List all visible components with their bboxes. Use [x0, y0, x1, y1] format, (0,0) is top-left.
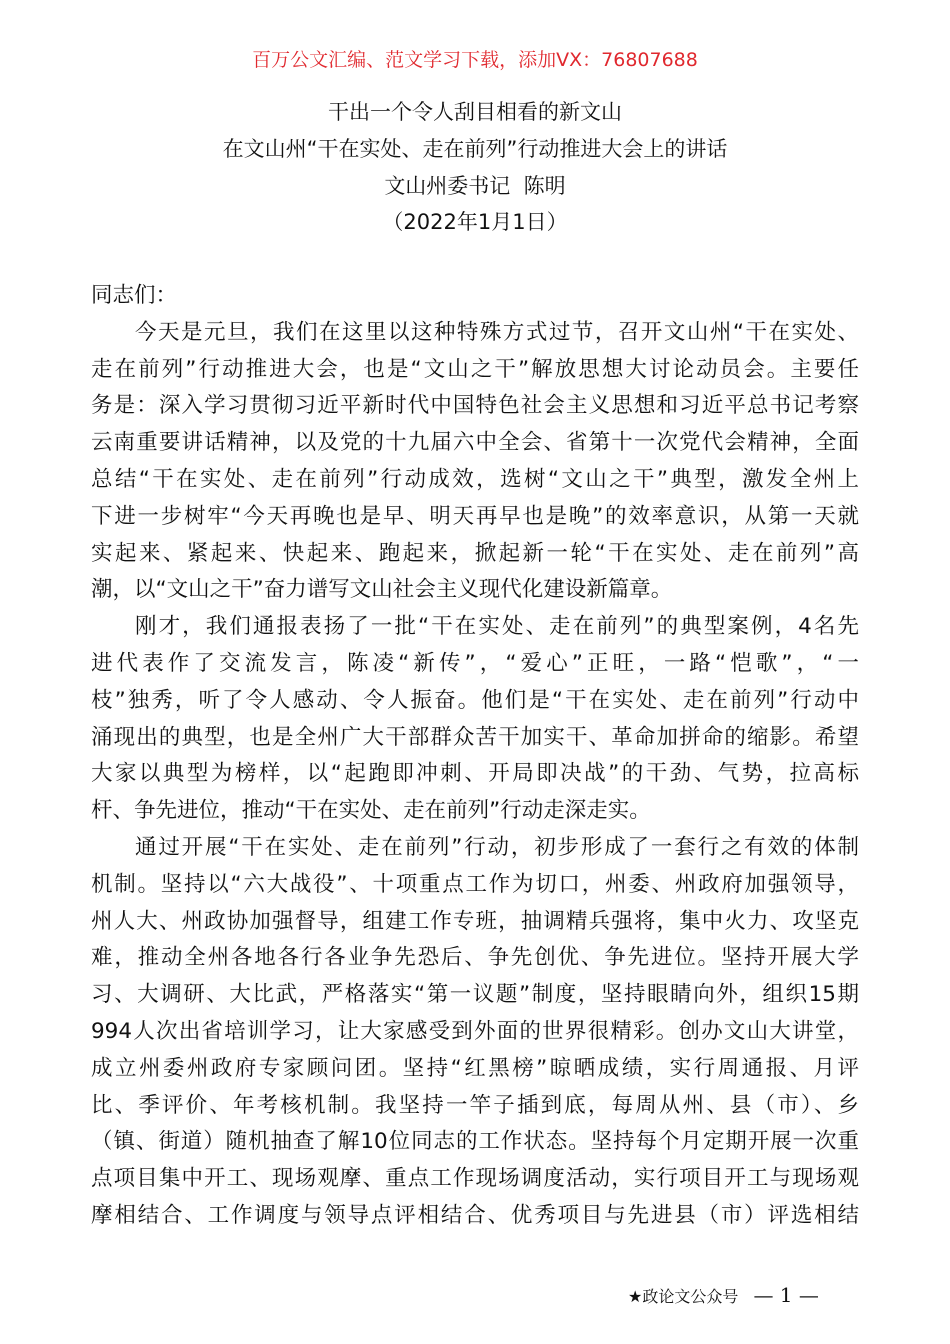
text-line: 通过开展“干在实处、走在前列”行动，初步形成了一套行之有效的体制 [135, 834, 859, 860]
document-title: 干出一个令人刮目相看的新文山 [328, 100, 622, 124]
paragraph [91, 315, 859, 609]
document-date: （2022年1月1日） [382, 210, 568, 235]
watermark-banner: 百万公文汇编、范文学习下载，添加VX：76807688 [252, 49, 698, 71]
text-line: 摩相结合、工作调度与领导点评相结合、优秀项目与先进县（市）评选相结 [91, 1202, 859, 1228]
document-header [0, 94, 950, 241]
text-line: 今天是元旦，我们在这里以这种特殊方式过节，召开文山州“干在实处、 [135, 319, 859, 345]
text-line: 潮，以“文山之干”奋力谱写文山社会主义现代化建设新篇章。 [91, 577, 673, 603]
text-line: 走在前列”行动推进大会，也是“文山之干”解放思想大讨论动员会。主要任 [91, 356, 859, 382]
text-line: 云南重要讲话精神，以及党的十九届六中全会、省第十一次党代会精神，全面 [91, 430, 859, 456]
text-line: 杆、争先进位，推动“干在实处、走在前列”行动走深走实。 [91, 798, 651, 824]
paragraph [91, 609, 859, 830]
text-line: 枝”独秀，听了令人感动、令人振奋。他们是“干在实处、走在前列”行动中 [91, 687, 859, 713]
text-line: （镇、街道）随机抽查了解10位同志的工作状态。坚持每个月定期开展一次重 [91, 1129, 859, 1155]
text-line: 大家以典型为榜样，以“起跑即冲刺、开局即决战”的干劲、气势，拉高标 [91, 761, 859, 787]
text-line: 点项目集中开工、现场观摩、重点工作现场调度活动，实行项目开工与现场观 [91, 1166, 859, 1192]
text-line: 实起来、紧起来、快起来、跑起来，掀起新一轮“干在实处、走在前列”高 [91, 540, 859, 566]
text-line: 比、季评价、年考核机制。我坚持一竿子插到底，每周从州、县（市）、乡 [91, 1092, 859, 1118]
paragraph [91, 830, 859, 1235]
text-line: 总结“干在实处、走在前列”行动成效，选树“文山之干”典型，激发全州上 [91, 466, 859, 492]
text-line: 习、大调研、大比武，严格落实“第一议题”制度，坚持眼睛向外，组织15期 [91, 982, 859, 1008]
text-line: 涌现出的典型，也是全州广大干部群众苦干加实干、革命加拼命的缩影。希望 [91, 724, 859, 750]
salutation: 同志们： [91, 283, 178, 308]
document-subtitle: 在文山州“干在实处、走在前列”行动推进大会上的讲话 [222, 136, 728, 161]
text-line: 成立州委州政府专家顾问团。坚持“红黑榜”晾晒成绩，实行周通报、月评 [91, 1055, 859, 1081]
footer-source: ★政论文公众号 [628, 1287, 739, 1306]
text-line: 务是：深入学习贯彻习近平新时代中国特色社会主义思想和习近平总书记考察 [91, 393, 859, 419]
text-line: 州人大、州政协加强督导，组建工作专班，抽调精兵强将，集中火力、攻坚克 [91, 908, 859, 934]
text-line: 机制。坚持以“六大战役”、十项重点工作为切口，州委、州政府加强领导， [91, 871, 859, 897]
text-line: 难，推动全州各地各行各业争先恐后、争先创优、争先进位。坚持开展大学 [91, 945, 859, 971]
text-line: 994人次出省培训学习，让大家感受到外面的世界很精彩。创办文山大讲堂， [91, 1018, 859, 1044]
text-line: 下进一步树牢“今天再晚也是早、明天再早也是晚”的效率意识，从第一天就 [91, 503, 859, 529]
document-body [91, 278, 859, 1235]
document-author: 文山州委书记 陈明 [384, 173, 566, 198]
page-footer [628, 1282, 819, 1310]
text-line: 进代表作了交流发言，陈凌“新传”，“爱心”正旺，一路“恺歌”，“一 [91, 650, 859, 676]
page-number: — 1 — [753, 1283, 819, 1307]
text-line: 刚才，我们通报表扬了一批“干在实处、走在前列”的典型案例，4名先 [135, 614, 859, 640]
